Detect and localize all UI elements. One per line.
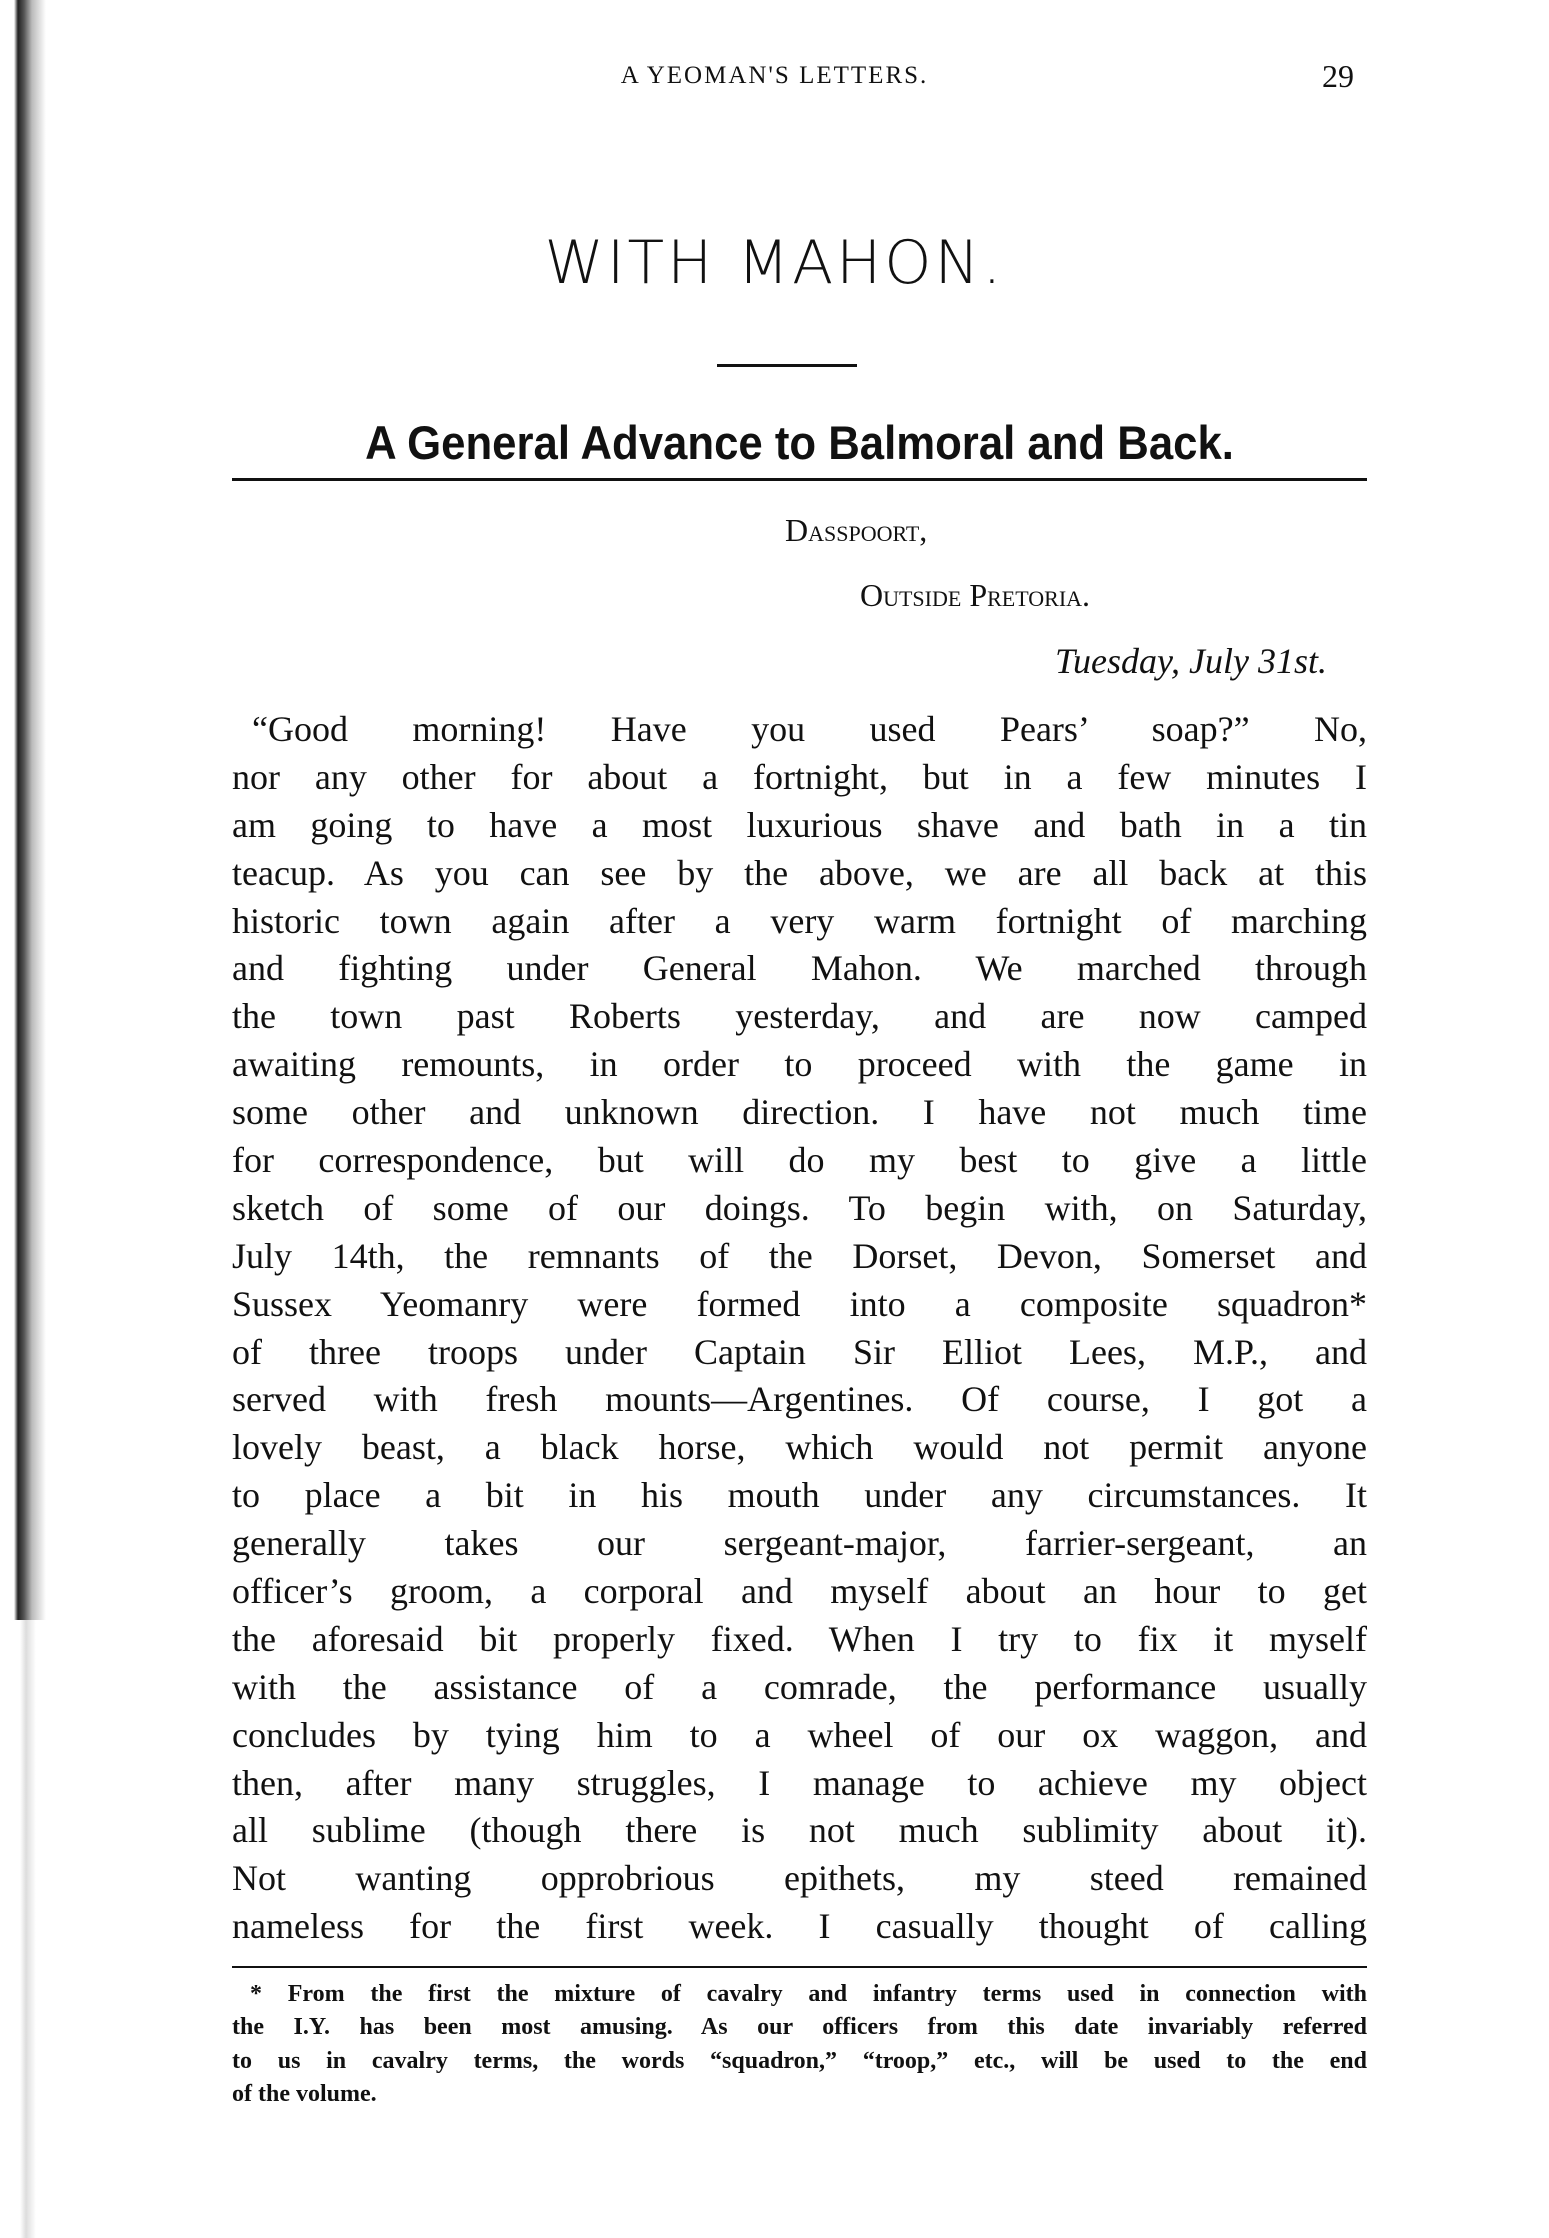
body-line: “Good morning! Have you used Pears’ soap?” No, [252,709,1367,749]
body-line: the aforesaid bit properly fixed. When I try to fix it myself [232,1618,1367,1659]
body-line: am going to have a most luxurious shave and bath in a tin [232,804,1367,845]
body-line: the town past Roberts yesterday, and are now camped [232,996,1367,1037]
body-line: served with fresh mounts—Argentines. Of course, I got a [232,1379,1367,1420]
body-line: of three troops under Captain Sir Elliot Lees, M.P., and [232,1331,1367,1372]
body-line: some other and unknown direction. I have not much time [232,1092,1367,1133]
footnote-divider [232,1966,1367,1968]
footnote [232,1978,1367,2112]
title-divider [717,364,857,367]
body-line: sketch of some of our doings. To begin with, on Saturday, [232,1187,1367,1228]
body-line: concludes by tying him to a wheel of our ox waggon, and [232,1714,1367,1755]
subtitle-underline [232,478,1367,481]
chapter-title: WITH MAHON. [544,228,1005,298]
page-number: 29 [1322,58,1354,94]
letter-place-line2: Outside Pretoria. [860,577,1091,613]
body-line: generally takes our sergeant-major, farrier-sergeant, an [232,1523,1367,1564]
body-line: and fighting under General Mahon. We marched through [232,948,1367,989]
body-line: Not wanting opprobrious epithets, my steed remained [232,1858,1367,1899]
body-line: teacup. As you can see by the above, we are all back at this [232,852,1367,893]
body-line: officer’s groom, a corporal and myself about an hour to get [232,1571,1367,1612]
footnote-line: of the volume. [232,2081,377,2108]
footnote-line: the I.Y. has been most amusing. As our officers from this date invariably referred [232,2014,1367,2041]
body-line: July 14th, the remnants of the Dorset, Devon, Somerset and [232,1235,1367,1276]
body-line: with the assistance of a comrade, the performance usually [232,1666,1367,1707]
body-line: all sublime (though there is not much sublimity about it). [232,1810,1367,1851]
footnote-line: to us in cavalry terms, the words “squadron,” “troop,” etc., will be used to the end [232,2047,1367,2074]
body-line: for correspondence, but will do my best to give a little [232,1140,1367,1181]
body-line: nameless for the first week. I casually thought of calling [232,1906,1367,1947]
body-line: Sussex Yeomanry were formed into a composite squadron* [232,1283,1367,1324]
letter-place-line1: Dasspoort, [785,512,928,548]
body-line: nor any other for about a fortnight, but in a few minutes I [232,756,1367,797]
body-line: historic town again after a very warm fortnight of marching [232,900,1367,941]
footnote-line: * From the first the mixture of cavalry and infantry terms used in connection with [250,1981,1367,2007]
chapter-subtitle: A General Advance to Balmoral and Back. [365,416,1234,469]
body-text [232,706,1367,1951]
body-line: to place a bit in his mouth under any circumstances. It [232,1475,1367,1516]
letter-date: Tuesday, July 31st. [1055,641,1327,681]
running-header: A YEOMAN'S LETTERS. [620,62,929,89]
scan-binding-edge-lower [0,1620,46,2238]
body-line: then, after many struggles, I manage to achieve my object [232,1762,1367,1803]
body-line: awaiting remounts, in order to proceed with the game in [232,1044,1367,1085]
body-line: lovely beast, a black horse, which would not permit anyone [232,1427,1367,1468]
